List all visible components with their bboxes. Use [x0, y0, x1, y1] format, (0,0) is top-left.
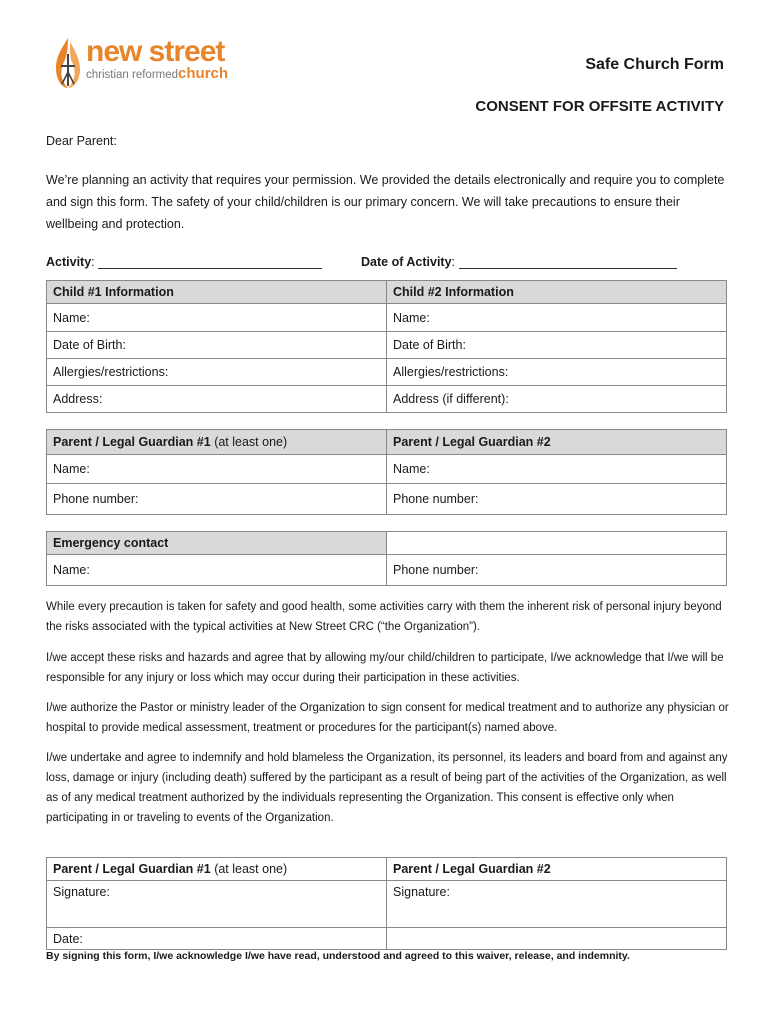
form-title: Safe Church Form	[585, 56, 724, 73]
activity-input-line[interactable]	[98, 254, 322, 269]
table-row	[47, 359, 727, 386]
signature-guardian1-header-note: (at least one)	[214, 862, 288, 876]
child1-header: Child #1 Information	[47, 281, 387, 304]
guardian2-phone-cell[interactable]: Phone number:	[387, 484, 727, 515]
signature-guardian1-header-label: Parent / Legal Guardian #1	[53, 862, 211, 876]
guardian1-header	[47, 430, 387, 455]
table-row	[47, 928, 727, 950]
children-table-header	[47, 281, 727, 304]
greeting: Dear Parent:	[46, 134, 117, 148]
signature-table-header	[47, 858, 727, 881]
logo-tagline	[86, 67, 228, 82]
emergency-table-header	[47, 532, 727, 555]
signature-table	[46, 857, 727, 950]
acknowledgement-note: By signing this form, I/we acknowledge I/we have read, understood and agreed to this waiver, release, and indemnity.	[46, 950, 630, 962]
emergency-header-empty-cell	[387, 532, 727, 555]
child2-header: Child #2 Information	[387, 281, 727, 304]
logo-tagline-text: christian reformed	[86, 69, 179, 81]
activity-field[interactable]	[46, 254, 322, 269]
date-of-activity-label: Date of Activity	[361, 255, 452, 269]
children-info-table	[46, 280, 727, 413]
activity-colon: :	[91, 255, 95, 269]
indemnity-paragraph: I/we undertake and agree to indemnify and hold blameless the Organization, its personnel, its leaders and board from and against any loss, damage or injury (including death) suffered by the participant as a result of being part of the activities of the Organization, as well as of any medical treatment authorized by the individuals representing the Organization. This consent is effective only when participating in or traveling to events of the Organization.	[46, 752, 728, 824]
table-row	[47, 304, 727, 332]
activity-label: Activity	[46, 255, 92, 269]
emergency-contact-header: Emergency contact	[47, 532, 387, 555]
emergency-phone-cell[interactable]: Phone number:	[387, 555, 727, 586]
table-row	[47, 386, 727, 413]
signature-date-empty-cell[interactable]	[387, 928, 727, 950]
child1-address-cell[interactable]: Address:	[47, 386, 387, 413]
guardian1-header-label: Parent / Legal Guardian #1	[53, 435, 211, 449]
signature-guardian1-header	[47, 858, 387, 881]
responsibility-paragraph: I/we accept these risks and hazards and agree that by allowing my/our child/children to participate, I/we acknowledge that I/we will be responsible for any injury or loss which may occur during their participation in these activities.	[46, 652, 724, 684]
signature-date-cell[interactable]: Date:	[47, 928, 387, 950]
form-subtitle: CONSENT FOR OFFSITE ACTIVITY	[475, 98, 724, 115]
emergency-contact-table	[46, 531, 727, 586]
table-row	[47, 332, 727, 359]
guardian-info-table	[46, 429, 727, 515]
guardian1-header-note: (at least one)	[214, 435, 288, 449]
date-of-activity-input-line[interactable]	[459, 254, 677, 269]
table-row	[47, 555, 727, 586]
child1-allergies-cell[interactable]: Allergies/restrictions:	[47, 359, 387, 386]
table-row	[47, 484, 727, 515]
child2-dob-cell[interactable]: Date of Birth:	[387, 332, 727, 359]
guardian2-header: Parent / Legal Guardian #2	[387, 430, 727, 455]
church-logo	[52, 36, 252, 90]
medical-authorization-paragraph: I/we authorize the Pastor or ministry leader of the Organization to sign consent for medical treatment and to authorize any physician or hospital to provide medical assessment, treatment or procedures for the participant(s) named above.	[46, 702, 729, 734]
table-row	[47, 881, 727, 928]
guardian1-phone-cell[interactable]: Phone number:	[47, 484, 387, 515]
guardian1-signature-cell[interactable]: Signature:	[47, 881, 387, 928]
table-row	[47, 455, 727, 484]
guardian1-name-cell[interactable]: Name:	[47, 455, 387, 484]
logo-tagline-bold: church	[178, 65, 229, 82]
child2-name-cell[interactable]: Name:	[387, 304, 727, 332]
guardian2-name-cell[interactable]: Name:	[387, 455, 727, 484]
signature-guardian2-header: Parent / Legal Guardian #2	[387, 858, 727, 881]
guardian-table-header	[47, 430, 727, 455]
logo-name: new street	[86, 35, 225, 68]
child1-dob-cell[interactable]: Date of Birth:	[47, 332, 387, 359]
child2-allergies-cell[interactable]: Allergies/restrictions:	[387, 359, 727, 386]
guardian2-signature-cell[interactable]: Signature:	[387, 881, 727, 928]
emergency-name-cell[interactable]: Name:	[47, 555, 387, 586]
date-colon: :	[451, 255, 456, 269]
child2-address-cell[interactable]: Address (if different):	[387, 386, 727, 413]
intro-paragraph: We’re planning an activity that requires your permission. We provided the details electronically and require you to complete and sign this form. The safety of your child/children is our primary concern. We will take precautions to ensure their wellbeing and protection.	[46, 173, 725, 231]
child1-name-cell[interactable]: Name:	[47, 304, 387, 332]
risk-paragraph: While every precaution is taken for safety and good health, some activities carry with them the inherent risk of personal injury beyond the risks associated with the typical activities at New Street CRC (“the Organization”).	[46, 601, 722, 633]
date-of-activity-field[interactable]	[361, 254, 677, 269]
flame-cross-icon	[52, 36, 84, 90]
